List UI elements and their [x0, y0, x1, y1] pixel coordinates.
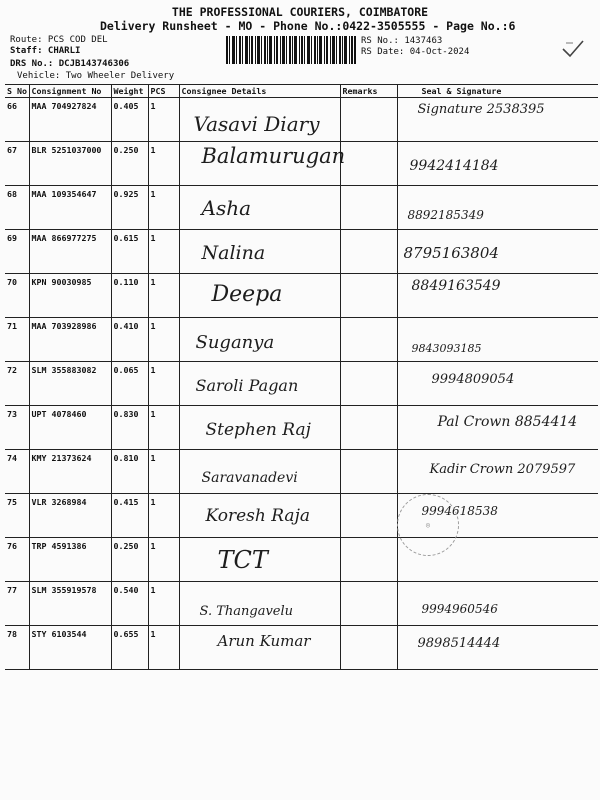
consignee-cell: [179, 494, 340, 538]
seal-handwriting: Pal Crown 8854414: [437, 414, 578, 430]
consignee-handwriting: Arun Kumar: [217, 632, 311, 650]
column-header-pcs: PCS: [148, 85, 179, 98]
sno-cell: 74: [5, 450, 29, 494]
consignment-cell: VLR 3268984: [29, 494, 111, 538]
remarks-cell: [340, 98, 397, 142]
seal-cell: [397, 626, 598, 670]
rubber-stamp-seal: ◎: [397, 494, 459, 556]
sno-cell: 73: [5, 406, 29, 450]
consignee-cell: [179, 538, 340, 582]
remarks-cell: [340, 494, 397, 538]
remarks-cell: [340, 582, 397, 626]
column-header-consignee: Consignee Details: [179, 85, 340, 98]
sno-cell: 71: [5, 318, 29, 362]
tick-mark-icon: [562, 40, 584, 58]
column-header-remarks: Remarks: [340, 85, 397, 98]
remarks-cell: [340, 230, 397, 274]
pcs-cell: 1: [148, 318, 179, 362]
table-row: [5, 274, 598, 318]
consignee-handwriting: Balamurugan: [201, 144, 346, 168]
seal-handwriting: 8795163804: [403, 244, 499, 262]
drs-label: DRS No.: DCJB143746306: [10, 59, 130, 69]
weight-cell: 0.925: [111, 186, 148, 230]
seal-handwriting: 8892185349: [407, 208, 484, 222]
runsheet-table: [5, 84, 598, 670]
sno-cell: 75: [5, 494, 29, 538]
pcs-cell: 1: [148, 98, 179, 142]
consignee-cell: [179, 626, 340, 670]
table-row: [5, 230, 598, 274]
consignee-cell: [179, 450, 340, 494]
weight-cell: 0.250: [111, 142, 148, 186]
consignee-cell: [179, 362, 340, 406]
seal-handwriting: 9994618538: [421, 504, 498, 518]
table-row: [5, 450, 598, 494]
consignee-handwriting: Saroli Pagan: [195, 376, 299, 395]
pcs-cell: 1: [148, 362, 179, 406]
consignee-handwriting: Deepa: [211, 282, 283, 307]
seal-handwriting: 9843093185: [411, 342, 482, 355]
pcs-cell: 1: [148, 626, 179, 670]
consignee-cell: [179, 318, 340, 362]
consignee-cell: [179, 582, 340, 626]
barcode-image: [226, 36, 356, 64]
weight-cell: 0.540: [111, 582, 148, 626]
seal-cell: [397, 230, 598, 274]
rs-number: RS No.: 1437463: [361, 36, 443, 46]
seal-cell: [397, 582, 598, 626]
table-row: [5, 406, 598, 450]
weight-cell: 0.110: [111, 274, 148, 318]
table-row: [5, 494, 598, 538]
consignment-cell: UPT 4078460: [29, 406, 111, 450]
sno-cell: 78: [5, 626, 29, 670]
seal-cell: [397, 186, 598, 230]
pcs-cell: 1: [148, 230, 179, 274]
remarks-cell: [340, 186, 397, 230]
sno-cell: 70: [5, 274, 29, 318]
column-header-weight: Weight: [111, 85, 148, 98]
remarks-cell: [340, 274, 397, 318]
consignee-cell: [179, 230, 340, 274]
pcs-cell: 1: [148, 274, 179, 318]
sno-cell: 66: [5, 98, 29, 142]
rs-date: RS Date: 04-Oct-2024: [361, 47, 470, 57]
pcs-cell: 1: [148, 186, 179, 230]
consignee-handwriting: Vasavi Diary: [193, 112, 320, 136]
consignee-handwriting: Saravanadevi: [201, 470, 298, 486]
sno-cell: 72: [5, 362, 29, 406]
consignee-handwriting: TCT: [217, 546, 268, 574]
consignment-cell: MAA 866977275: [29, 230, 111, 274]
seal-cell: [397, 318, 598, 362]
seal-cell: [397, 450, 598, 494]
consignee-handwriting: S. Thangavelu: [199, 604, 294, 619]
weight-cell: 0.810: [111, 450, 148, 494]
table-row: [5, 142, 598, 186]
seal-handwriting: 8849163549: [411, 278, 501, 294]
consignment-cell: SLM 355919578: [29, 582, 111, 626]
seal-handwriting: 9898514444: [417, 636, 501, 651]
consignment-cell: KPN 90030985: [29, 274, 111, 318]
seal-handwriting: 9994809054: [431, 372, 515, 387]
sno-cell: 69: [5, 230, 29, 274]
seal-cell: [397, 274, 598, 318]
column-header-consignment: Consignment No: [29, 85, 111, 98]
pcs-cell: 1: [148, 494, 179, 538]
consignee-handwriting: Suganya: [195, 332, 275, 353]
table-header-row: [5, 85, 598, 98]
weight-cell: 0.830: [111, 406, 148, 450]
table-row: [5, 362, 598, 406]
seal-handwriting: Kadir Crown 2079597: [429, 462, 576, 477]
table-row: [5, 318, 598, 362]
sno-cell: 77: [5, 582, 29, 626]
table-row: [5, 626, 598, 670]
weight-cell: 0.655: [111, 626, 148, 670]
consignment-cell: KMY 21373624: [29, 450, 111, 494]
table-row: [5, 582, 598, 626]
consignment-cell: SLM 355883082: [29, 362, 111, 406]
route-label: Route: PCS COD DEL: [10, 35, 108, 45]
consignee-cell: [179, 142, 346, 186]
consignee-handwriting: Nalina: [201, 242, 266, 264]
seal-cell: [397, 406, 598, 450]
table-row: [5, 186, 598, 230]
consignee-cell: [179, 186, 340, 230]
seal-handwriting: 9994960546: [421, 602, 498, 616]
seal-handwriting: Signature 2538395: [417, 102, 545, 117]
consignment-cell: MAA 109354647: [29, 186, 111, 230]
seal-cell: [397, 98, 598, 142]
seal-handwriting: 9942414184: [409, 158, 499, 174]
consignment-cell: MAA 704927824: [29, 98, 111, 142]
remarks-cell: [340, 142, 397, 186]
staff-label: Staff: CHARLI: [10, 46, 81, 56]
runsheet-title: Delivery Runsheet - MO - Phone No.:0422-3505555 - Page No.:6: [100, 19, 516, 33]
consignment-cell: BLR 5251037000: [29, 142, 111, 186]
consignee-handwriting: Koresh Raja: [205, 506, 310, 526]
column-header-seal: Seal & Signature: [397, 85, 598, 98]
consignment-cell: TRP 4591386: [29, 538, 111, 582]
weight-cell: 0.615: [111, 230, 148, 274]
pcs-cell: 1: [148, 538, 179, 582]
remarks-cell: [340, 538, 397, 582]
weight-cell: 0.410: [111, 318, 148, 362]
remarks-cell: [340, 450, 397, 494]
weight-cell: 0.415: [111, 494, 148, 538]
remarks-cell: [340, 406, 397, 450]
consignee-cell: [179, 406, 340, 450]
sno-cell: 67: [5, 142, 29, 186]
sno-cell: 68: [5, 186, 29, 230]
pcs-cell: 1: [148, 582, 179, 626]
weight-cell: 0.065: [111, 362, 148, 406]
column-header-sno: S No: [5, 85, 29, 98]
consignee-cell: [179, 98, 340, 142]
weight-cell: 0.405: [111, 98, 148, 142]
vehicle-label: Vehicle: Two Wheeler Delivery: [17, 71, 175, 81]
table-row: [5, 98, 598, 142]
pcs-cell: 1: [148, 142, 179, 186]
remarks-cell: [340, 318, 397, 362]
pcs-cell: 1: [148, 450, 179, 494]
company-title: THE PROFESSIONAL COURIERS, COIMBATORE: [171, 5, 429, 19]
consignment-cell: STY 6103544: [29, 626, 111, 670]
seal-cell: [397, 362, 598, 406]
remarks-cell: [340, 626, 397, 670]
weight-cell: 0.250: [111, 538, 148, 582]
table-row: [5, 538, 598, 582]
sno-cell: 76: [5, 538, 29, 582]
remarks-cell: [340, 362, 397, 406]
consignment-cell: MAA 703928986: [29, 318, 111, 362]
consignee-handwriting: Asha: [201, 196, 252, 220]
consignee-cell: [179, 274, 340, 318]
consignee-handwriting: Stephen Raj: [205, 420, 311, 440]
seal-cell: [397, 142, 598, 186]
pcs-cell: 1: [148, 406, 179, 450]
